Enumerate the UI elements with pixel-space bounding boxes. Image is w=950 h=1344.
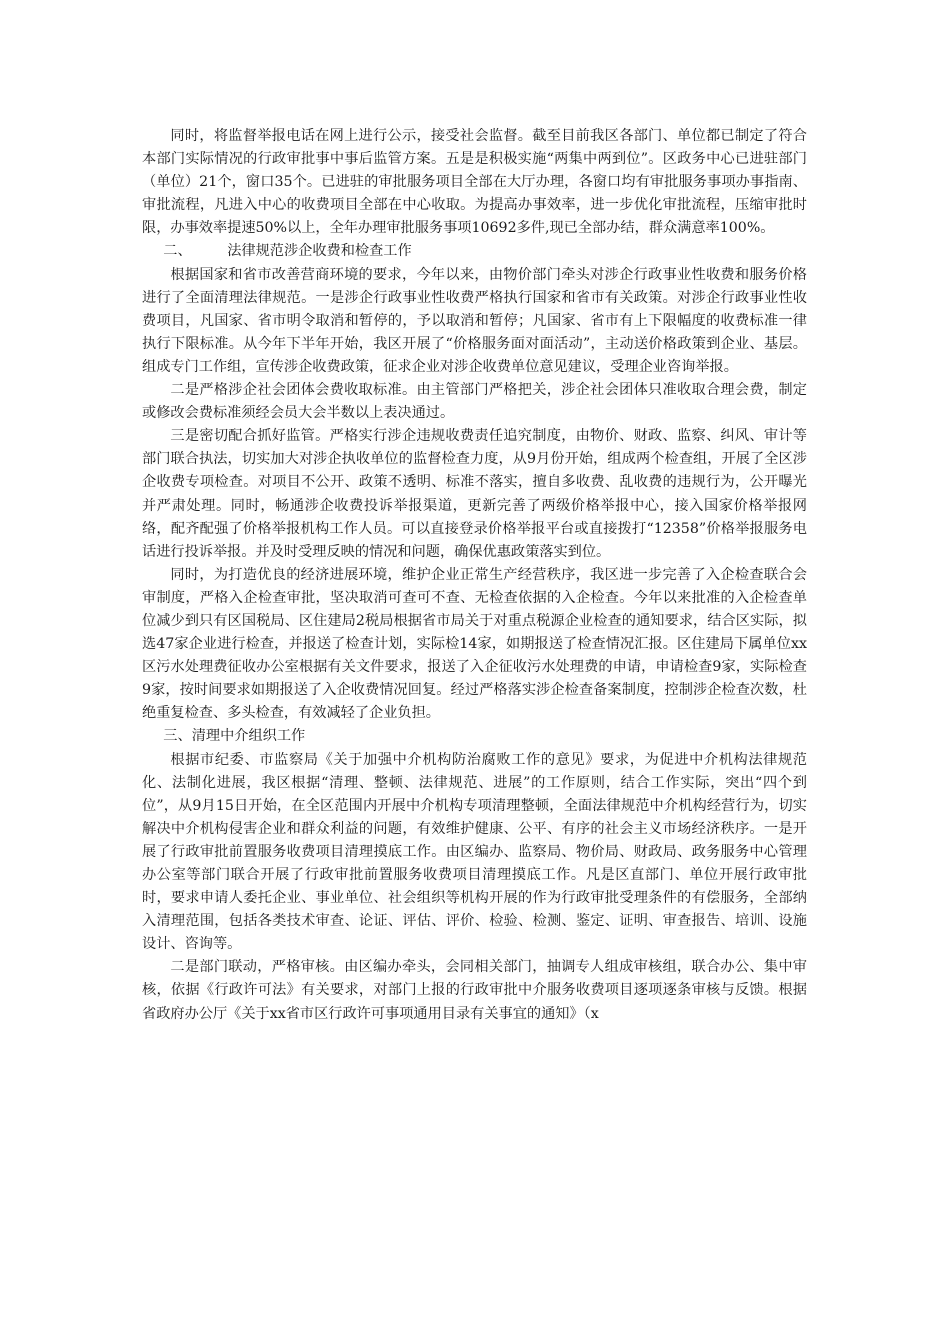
section-heading	[142, 240, 807, 263]
section-number: 二、	[163, 243, 192, 260]
paragraph: 三是密切配合抓好监管。严格实行涉企违规收费责任追究制度，由物价、财政、监察、纠风、审计等部门联合执法，切实加大对涉企执收单位的监督检查力度，从9月份开始，组成两个检查组，开展了全区涉企收费专项检查。对项目不公开、政策不透明、标准不落实，擅自多收费、乱收费的违规行为，公开曝光并严肃处理。同时，畅通涉企收费投诉举报渠道，更新完善了两级价格举报中心，接入国家价格举报网络，配齐配强了价格举报机构工作人员。可以直接登录价格举报平台或直接拨打“12358”价格举报服务电话进行投诉举报。并及时受理反映的情况和问题，确保优惠政策落实到位。	[142, 428, 807, 560]
paragraph: 二是部门联动，严格审核。由区编办牵头，会同相关部门，抽调专人组成审核组，联合办公、集中审核，依据《行政许可法》有关要求，对部门上报的行政审批中介服务收费项目逐项逐条审核与反馈。根据省政府办公厅《关于xx省市区行政许可事项通用目录有关事宜的通知》（x	[142, 959, 807, 1022]
section-title: 清理中介组织工作	[191, 728, 306, 745]
document-body	[142, 125, 807, 1026]
paragraph: 根据国家和省市改善营商环境的要求，今年以来，由物价部门牵头对涉企行政事业性收费和服务价格进行了全面清理法律规范。一是涉企行政事业性收费严格执行国家和省市有关政策。对涉企行政事业性收费项目，凡国家、省市明令取消和暂停的，予以取消和暂停；凡国家、省市有上下限幅度的收费标准一律执行下限标准。从今年下半年开始，我区开展了“价格服务面对面活动”，主动送价格政策到企业、基层。组成专门工作组，宣传涉企收费政策，征求企业对涉企收费单位意见建议，受理企业咨询举报。	[142, 266, 807, 375]
paragraph: 同时，将监督举报电话在网上进行公示，接受社会监督。截至目前我区各部门、单位都已制定了符合本部门实际情况的行政审批事中事后监管方案。五是是积极实施“两集中两到位”。区政务中心已进驻部门（单位）21个，窗口35个。已进驻的审批服务项目全部在大厅办理，各窗口均有审批服务事项办事指南、审批流程，凡进入中心的收费项目全部在中心收取。为提高办事效率，进一步优化审批流程，压缩审批时限，办事效率提速50%以上，全年办理审批服务事项10692多件,现已全部办结，群众满意率100%。	[142, 128, 807, 237]
paragraph: 根据市纪委、市监察局《关于加强中介机构防治腐败工作的意见》要求，为促进中介机构法律规范化、法制化进展，我区根据“清理、整顿、法律规范、进展”的工作原则，结合工作实际，突出“四个到位”，从9月15日开始，在全区范围内开展中介机构专项清理整顿，全面法律规范中介机构经营行为，切实解决中介机构侵害企业和群众利益的问题，有效维护健康、公平、有序的社会主义市场经济秩序。一是开展了行政审批前置服务收费项目清理摸底工作。由区编办、监察局、物价局、财政局、政务服务中心管理办公室等部门联合开展了行政审批前置服务收费项目清理摸底工作。凡是区直部门、单位开展行政审批时，要求申请人委托企业、事业单位、社会组织等机构开展的作为行政审批受理条件的有偿服务，全部纳入清理范围，包括各类技术审查、论证、评估、评价、检验、检测、鉴定、证明、审查报告、培训、设施设计、咨询等。	[142, 751, 807, 953]
section-title: 法律规范涉企收费和检查工作	[227, 243, 412, 260]
paragraph: 二是严格涉企社会团体会费收取标准。由主管部门严格把关，涉企社会团体只准收取合理会费，制定或修改会费标准须经会员大会半数以上表决通过。	[142, 382, 807, 422]
paragraph: 同时，为打造优良的经济进展环境，维护企业正常生产经营秩序，我区进一步完善了入企检查联合会审制度，严格入企检查审批，坚决取消可查可不查、无检查依据的入企检查。今年以来批准的入企检查单位减少到只有区国税局、区住建局2税局根据省市局关于对重点税源企业检查的通知要求，结合区实际，拟选47家企业进行检查，并报送了检查计划，实际检14家，如期报送了检查情况汇报。区住建局下属单位xx区污水处理费征收办公室根据有关文件要求，报送了入企征收污水处理费的申请，申请检查9家，实际检查9家，按时间要求如期报送了入企收费情况回复。经过严格落实涉企检查备案制度，控制涉企检查次数，杜绝重复检查、多头检查，有效减轻了企业负担。	[142, 566, 807, 722]
section-heading	[142, 725, 807, 748]
section-number: 三、	[163, 728, 192, 745]
